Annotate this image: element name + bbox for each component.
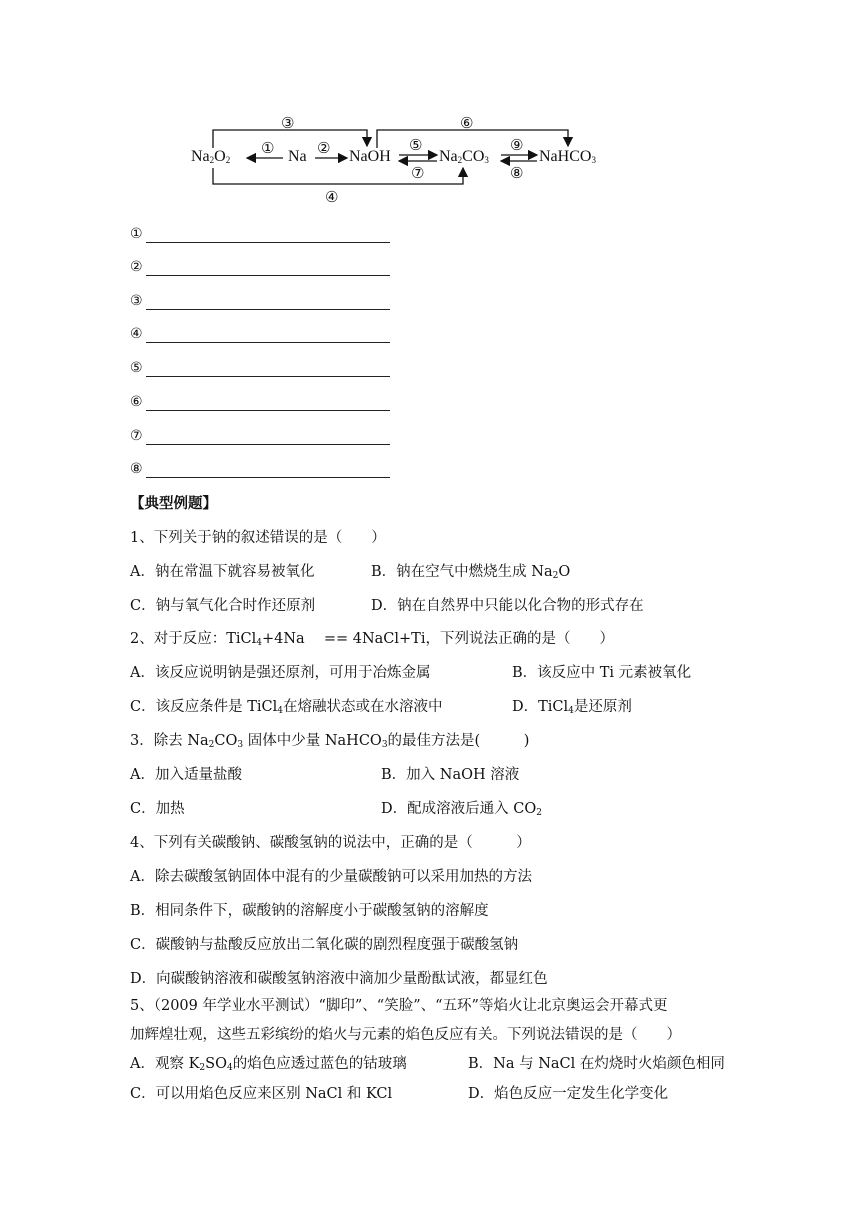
question-2-option-c[interactable]: C．该反应条件是 TiCl$_4$在熔融状态或在水溶液中 bbox=[130, 699, 443, 716]
answer-line-8[interactable]: ⑧ bbox=[130, 461, 390, 481]
section-title: 【典型例题】 bbox=[130, 496, 217, 512]
step-label-8: ⑧ bbox=[510, 164, 524, 182]
step-label-3: ③ bbox=[281, 114, 295, 132]
step-label-9: ⑨ bbox=[510, 136, 524, 154]
question-5-stem-line-1: 5、（2009 年学业水平测试）“脚印”、“笑脸”、“五环”等焰火让北京奥运会开幕式更 bbox=[130, 998, 668, 1014]
question-4-option-d[interactable]: D．向碳酸钠溶液和碳酸氢钠溶液中滴加少量酚酞试液，都显红色 bbox=[130, 971, 548, 987]
answer-line-1[interactable]: ① bbox=[130, 226, 390, 246]
question-3-option-a[interactable]: A．加入适量盐酸 bbox=[130, 767, 242, 783]
question-5-option-a[interactable]: A．观察 $K_2SO_4$的焰色应透过蓝色的钴玻璃 bbox=[130, 1056, 407, 1073]
answer-line-7[interactable]: ⑦ bbox=[130, 428, 390, 448]
species-na2co3: $Na_2CO_3$ bbox=[439, 148, 489, 165]
question-5-stem-line-2: 加辉煌壮观，这些五彩缤纷的焰火与元素的焰色反应有关。下列说法错误的是（ ） bbox=[130, 1027, 681, 1043]
step-label-1: ① bbox=[261, 139, 275, 157]
step-label-2: ② bbox=[317, 139, 331, 157]
question-1-option-d[interactable]: D．钠在自然界中只能以化合物的形式存在 bbox=[371, 598, 644, 614]
question-4-option-b[interactable]: B．相同条件下，碳酸钠的溶解度小于碳酸氢钠的溶解度 bbox=[130, 903, 489, 919]
answer-line-5[interactable]: ⑤ bbox=[130, 360, 390, 380]
step-label-5: ⑤ bbox=[409, 136, 423, 154]
question-1-option-a[interactable]: A．钠在常温下就容易被氧化 bbox=[130, 564, 315, 580]
question-2-option-a[interactable]: A．该反应说明钠是强还原剂，可用于冶炼金属 bbox=[130, 665, 431, 681]
question-3-option-b[interactable]: B．加入 NaOH 溶液 bbox=[381, 767, 520, 783]
question-4-option-c[interactable]: C．碳酸钠与盐酸反应放出二氧化碳的剧烈程度强于碳酸氢钠 bbox=[130, 937, 519, 953]
answer-line-4[interactable]: ④ bbox=[130, 326, 390, 346]
question-2-stem: 2、对于反应：TiCl$_4$+4Na == 4NaCl+Ti，下列说法正确的是（ ） bbox=[130, 631, 614, 648]
step-label-7: ⑦ bbox=[411, 164, 425, 182]
question-4-stem: 4、下列有关碳酸钠、碳酸氢钠的说法中，正确的是（ ） bbox=[130, 835, 531, 851]
question-3-option-d[interactable]: D．配成溶液后通入 $CO_2$ bbox=[381, 801, 542, 818]
species-naoh: NaOH bbox=[349, 148, 391, 165]
question-4-option-a[interactable]: A．除去碳酸氢钠固体中混有的少量碳酸钠可以采用加热的方法 bbox=[130, 869, 532, 885]
question-1-stem: 1、下列关于钠的叙述错误的是（ ） bbox=[130, 530, 386, 546]
answer-line-6[interactable]: ⑥ bbox=[130, 394, 390, 414]
question-5-option-d[interactable]: D．焰色反应一定发生化学变化 bbox=[468, 1086, 669, 1102]
question-5-option-c[interactable]: C．可以用焰色反应来区别 NaCl 和 KCl bbox=[130, 1086, 393, 1102]
answer-line-2[interactable]: ② bbox=[130, 259, 390, 279]
question-2-option-b[interactable]: B．该反应中 Ti 元素被氧化 bbox=[512, 665, 692, 681]
answer-line-3[interactable]: ③ bbox=[130, 293, 390, 313]
reaction-diagram bbox=[185, 110, 625, 215]
question-3-stem: 3．除去 $Na_2CO_3$ 固体中少量 NaHCO$_3$的最佳方法是( ) bbox=[130, 733, 530, 750]
question-3-option-c[interactable]: C．加热 bbox=[130, 801, 185, 817]
question-1-option-b[interactable]: B．钠在空气中燃烧生成 $Na_2O$ bbox=[371, 564, 571, 581]
question-1-option-c[interactable]: C．钠与氧气化合时作还原剂 bbox=[130, 598, 316, 614]
species-na2o2: $Na_2O_2$ bbox=[191, 148, 231, 165]
species-na: Na bbox=[288, 148, 307, 165]
question-2-option-d[interactable]: D．TiCl$_4$是还原剂 bbox=[512, 699, 632, 716]
species-nahco3: NaHCO$_3$ bbox=[539, 148, 596, 165]
step-label-6: ⑥ bbox=[460, 114, 474, 132]
step-label-4: ④ bbox=[325, 188, 339, 206]
question-5-option-b[interactable]: B．Na 与 NaCl 在灼烧时火焰颜色相同 bbox=[468, 1056, 725, 1072]
